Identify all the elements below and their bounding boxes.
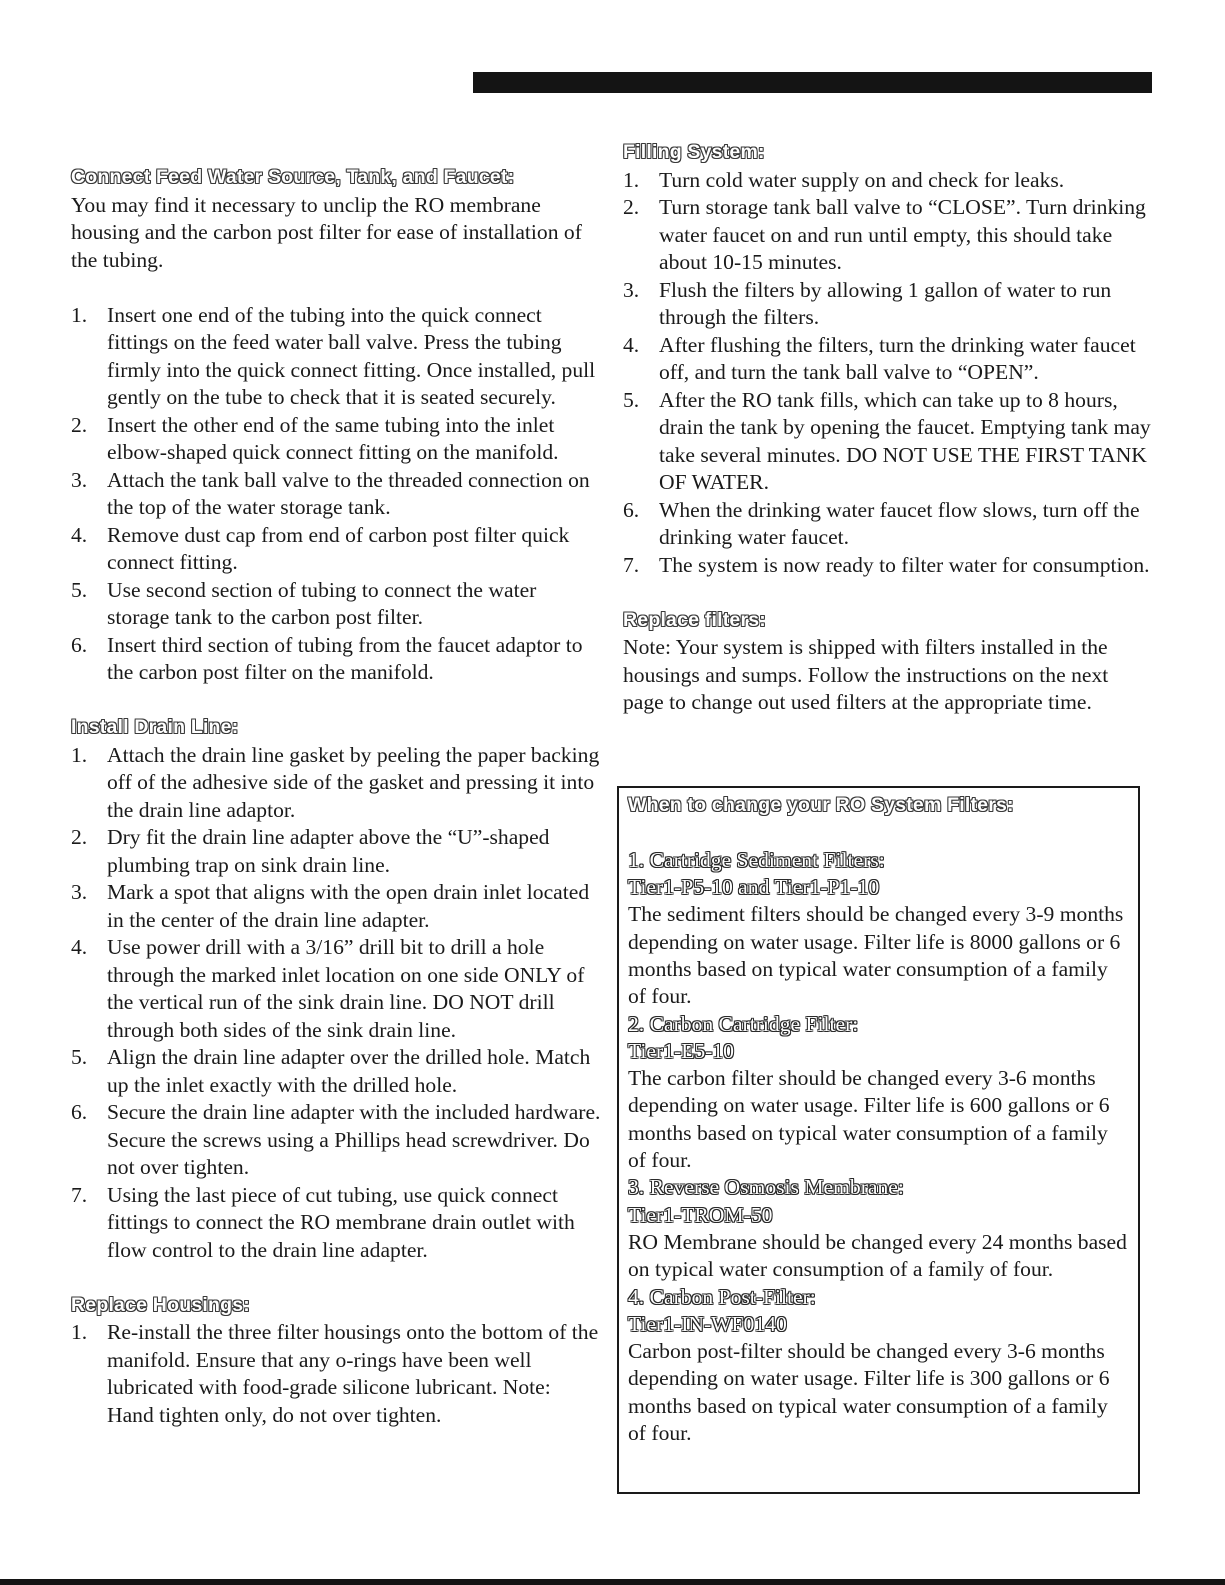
step-text: Insert one end of the tubing into the quick connect fittings on the feed water ball valve. Press the tubing firmly into the quick connect fitting. Once installed, pull gently on the tube to check that it is seated securely. [107,302,596,409]
left-column [71,164,601,1429]
step-text: Attach the tank ball valve to the threaded connection on the top of the water storage tank. [107,467,590,519]
filter-schedule-heading: When to change your RO System Filters: [628,794,1014,816]
list-item [71,1099,601,1182]
step-number: 6. [623,497,640,522]
list-item [71,879,601,934]
step-number: 4. [71,935,88,959]
connect-heading: Connect Feed Water Source, Tank, and Faucet: [71,166,515,188]
step-number: 2. [71,412,88,437]
step-number: 4. [623,332,640,357]
list-item [71,412,601,467]
filter-item-title: 2. Carbon Cartridge Filter: [628,1011,859,1036]
step-number: 5. [71,1045,88,1069]
step-text: Attach the drain line gasket by peeling the paper backing off of the adhesive side of the gasket and pressing it into the drain line adaptor. [107,742,600,822]
filter-item [628,1011,1130,1175]
step-text: Secure the drain line adapter with the included hardware. Secure the screws using a Phillips head screwdriver. Do not over tighten. [107,1100,601,1179]
step-number: 6. [71,632,88,657]
step-text: Using the last piece of cut tubing, use quick connect fittings to connect the RO membrane drain outlet with flow control to the drain line adapter. [107,1182,575,1262]
list-item [71,1044,601,1099]
list-item [623,497,1153,552]
step-number: 1. [623,167,640,192]
filter-item [628,1174,1130,1283]
housings-steps [71,1319,601,1429]
step-text: The system is now ready to filter water for consumption. [659,552,1150,577]
list-item [623,387,1153,497]
drain-heading: Install Drain Line: [71,716,239,738]
filter-item-text: Carbon post-filter should be changed every 3-6 months depending on water usage. Filter life is 300 gallons or 6 months based on typical water consumption of a family of four. [628,1339,1110,1446]
filter-item [628,1284,1130,1448]
step-text: Insert the other end of the same tubing into the inlet elbow-shaped quick connect fitting on the manifold. [107,412,559,464]
step-text: Turn cold water supply on and check for leaks. [659,167,1065,192]
right-column [623,139,1153,717]
list-item [623,167,1153,195]
step-number: 3. [71,880,88,904]
header-bar [473,72,1152,93]
step-text: Mark a spot that aligns with the open drain inlet located in the center of the drain line adapter. [107,880,590,932]
step-number: 2. [71,825,88,849]
filling-steps [623,167,1153,580]
filter-item [628,847,1130,1011]
filter-item-text: The sediment filters should be changed every 3-9 months depending on water usage. Filter life is 8000 gallons or 6 months based on typical water consumption of a family of four. [628,902,1124,1009]
connect-intro: You may find it necessary to unclip the RO membrane housing and the carbon post filter for ease of installation of the tubing. [71,192,582,272]
list-item [71,302,601,412]
step-text: Use power drill with a 3/16” drill bit to drill a hole through the marked inlet location on one side ONLY of the vertical run of the sink drain line. DO NOT drill through both sides of the sink drain line. [107,935,585,1042]
step-text: Use second section of tubing to connect the water storage tank to the carbon post filter. [107,577,537,629]
housings-heading: Replace Housings: [71,1293,250,1316]
step-number: 7. [623,552,640,577]
filter-schedule-list [628,847,1130,1448]
step-number: 6. [71,1100,88,1124]
filter-item-text: The carbon filter should be changed every 3-6 months depending on water usage. Filter life is 600 gallons or 6 months based on typical water consumption of a family of four. [628,1066,1110,1173]
replace-filters-note: Note: Your system is shipped with filters installed in the housings and sumps. Follow the instructions on the next page to change out used filters at the appropriate time. [623,635,1109,714]
step-text: When the drinking water faucet flow slows, turn off the drinking water faucet. [659,497,1140,549]
list-item [71,467,601,522]
step-text: Turn storage tank ball valve to “CLOSE”. Turn drinking water faucet on and run until empty, this should take about 10-15 minutes. [659,195,1146,274]
step-number: 2. [623,195,640,219]
step-text: After flushing the filters, turn the drinking water faucet off, and turn the tank ball valve to “OPEN”. [659,332,1136,384]
step-number: 1. [71,302,88,327]
list-item [71,742,601,825]
list-item [71,1182,601,1265]
list-item [71,522,601,577]
step-text: Align the drain line adapter over the drilled hole. Match up the inlet exactly with the drilled hole. [107,1045,591,1097]
step-text: After the RO tank fills, which can take up to 8 hours, drain the tank by opening the faucet. Emptying tank may take several minutes. DO NOT USE THE FIRST TANK OF WATER. [659,387,1151,494]
filter-item-model: Tier1-TROM-50 [628,1202,773,1227]
step-text: Flush the filters by allowing 1 gallon of water to run through the filters. [659,277,1112,329]
step-text: Remove dust cap from end of carbon post filter quick connect fitting. [107,522,570,574]
step-number: 1. [71,742,88,767]
filling-heading: Filling System: [623,141,765,163]
step-number: 3. [623,277,640,302]
list-item [623,194,1153,277]
step-number: 5. [71,577,88,602]
list-item [71,1319,601,1429]
filter-item-title: 3. Reverse Osmosis Membrane: [628,1175,904,1200]
step-number: 7. [71,1182,88,1207]
step-text: Re-install the three filter housings onto the bottom of the manifold. Ensure that any o-rings have been well lubricated with food-grade silicone lubricant. Note: Hand tighten only, do not over tighten. [107,1320,599,1427]
step-number: 3. [71,467,88,492]
drain-steps [71,742,601,1265]
replace-filters-heading: Replace filters: [623,608,767,631]
filter-schedule-box [617,786,1140,1494]
list-item [71,934,601,1044]
list-item [71,824,601,879]
filter-item-title: 1. Cartridge Sediment Filters: [628,847,885,872]
list-item [71,577,601,632]
step-number: 4. [71,522,88,547]
list-item [71,632,601,687]
footer-rule [0,1579,1225,1585]
connect-steps [71,302,601,687]
list-item [623,332,1153,387]
filter-item-title: 4. Carbon Post-Filter: [628,1284,816,1309]
list-item [623,552,1153,580]
filter-item-model: Tier1-E5-10 [628,1038,734,1063]
step-number: 1. [71,1320,88,1344]
step-text: Dry fit the drain line adapter above the “U”-shaped plumbing trap on sink drain line. [107,825,550,877]
filter-item-model: Tier1-P5-10 and Tier1-P1-10 [628,875,880,900]
filter-item-text: RO Membrane should be changed every 24 months based on typical water consumption of a family of four. [628,1229,1127,1282]
filter-item-model: Tier1-IN-WF0140 [628,1311,787,1336]
step-text: Insert third section of tubing from the faucet adaptor to the carbon post filter on the manifold. [107,632,583,684]
step-number: 5. [623,387,640,412]
list-item [623,277,1153,332]
